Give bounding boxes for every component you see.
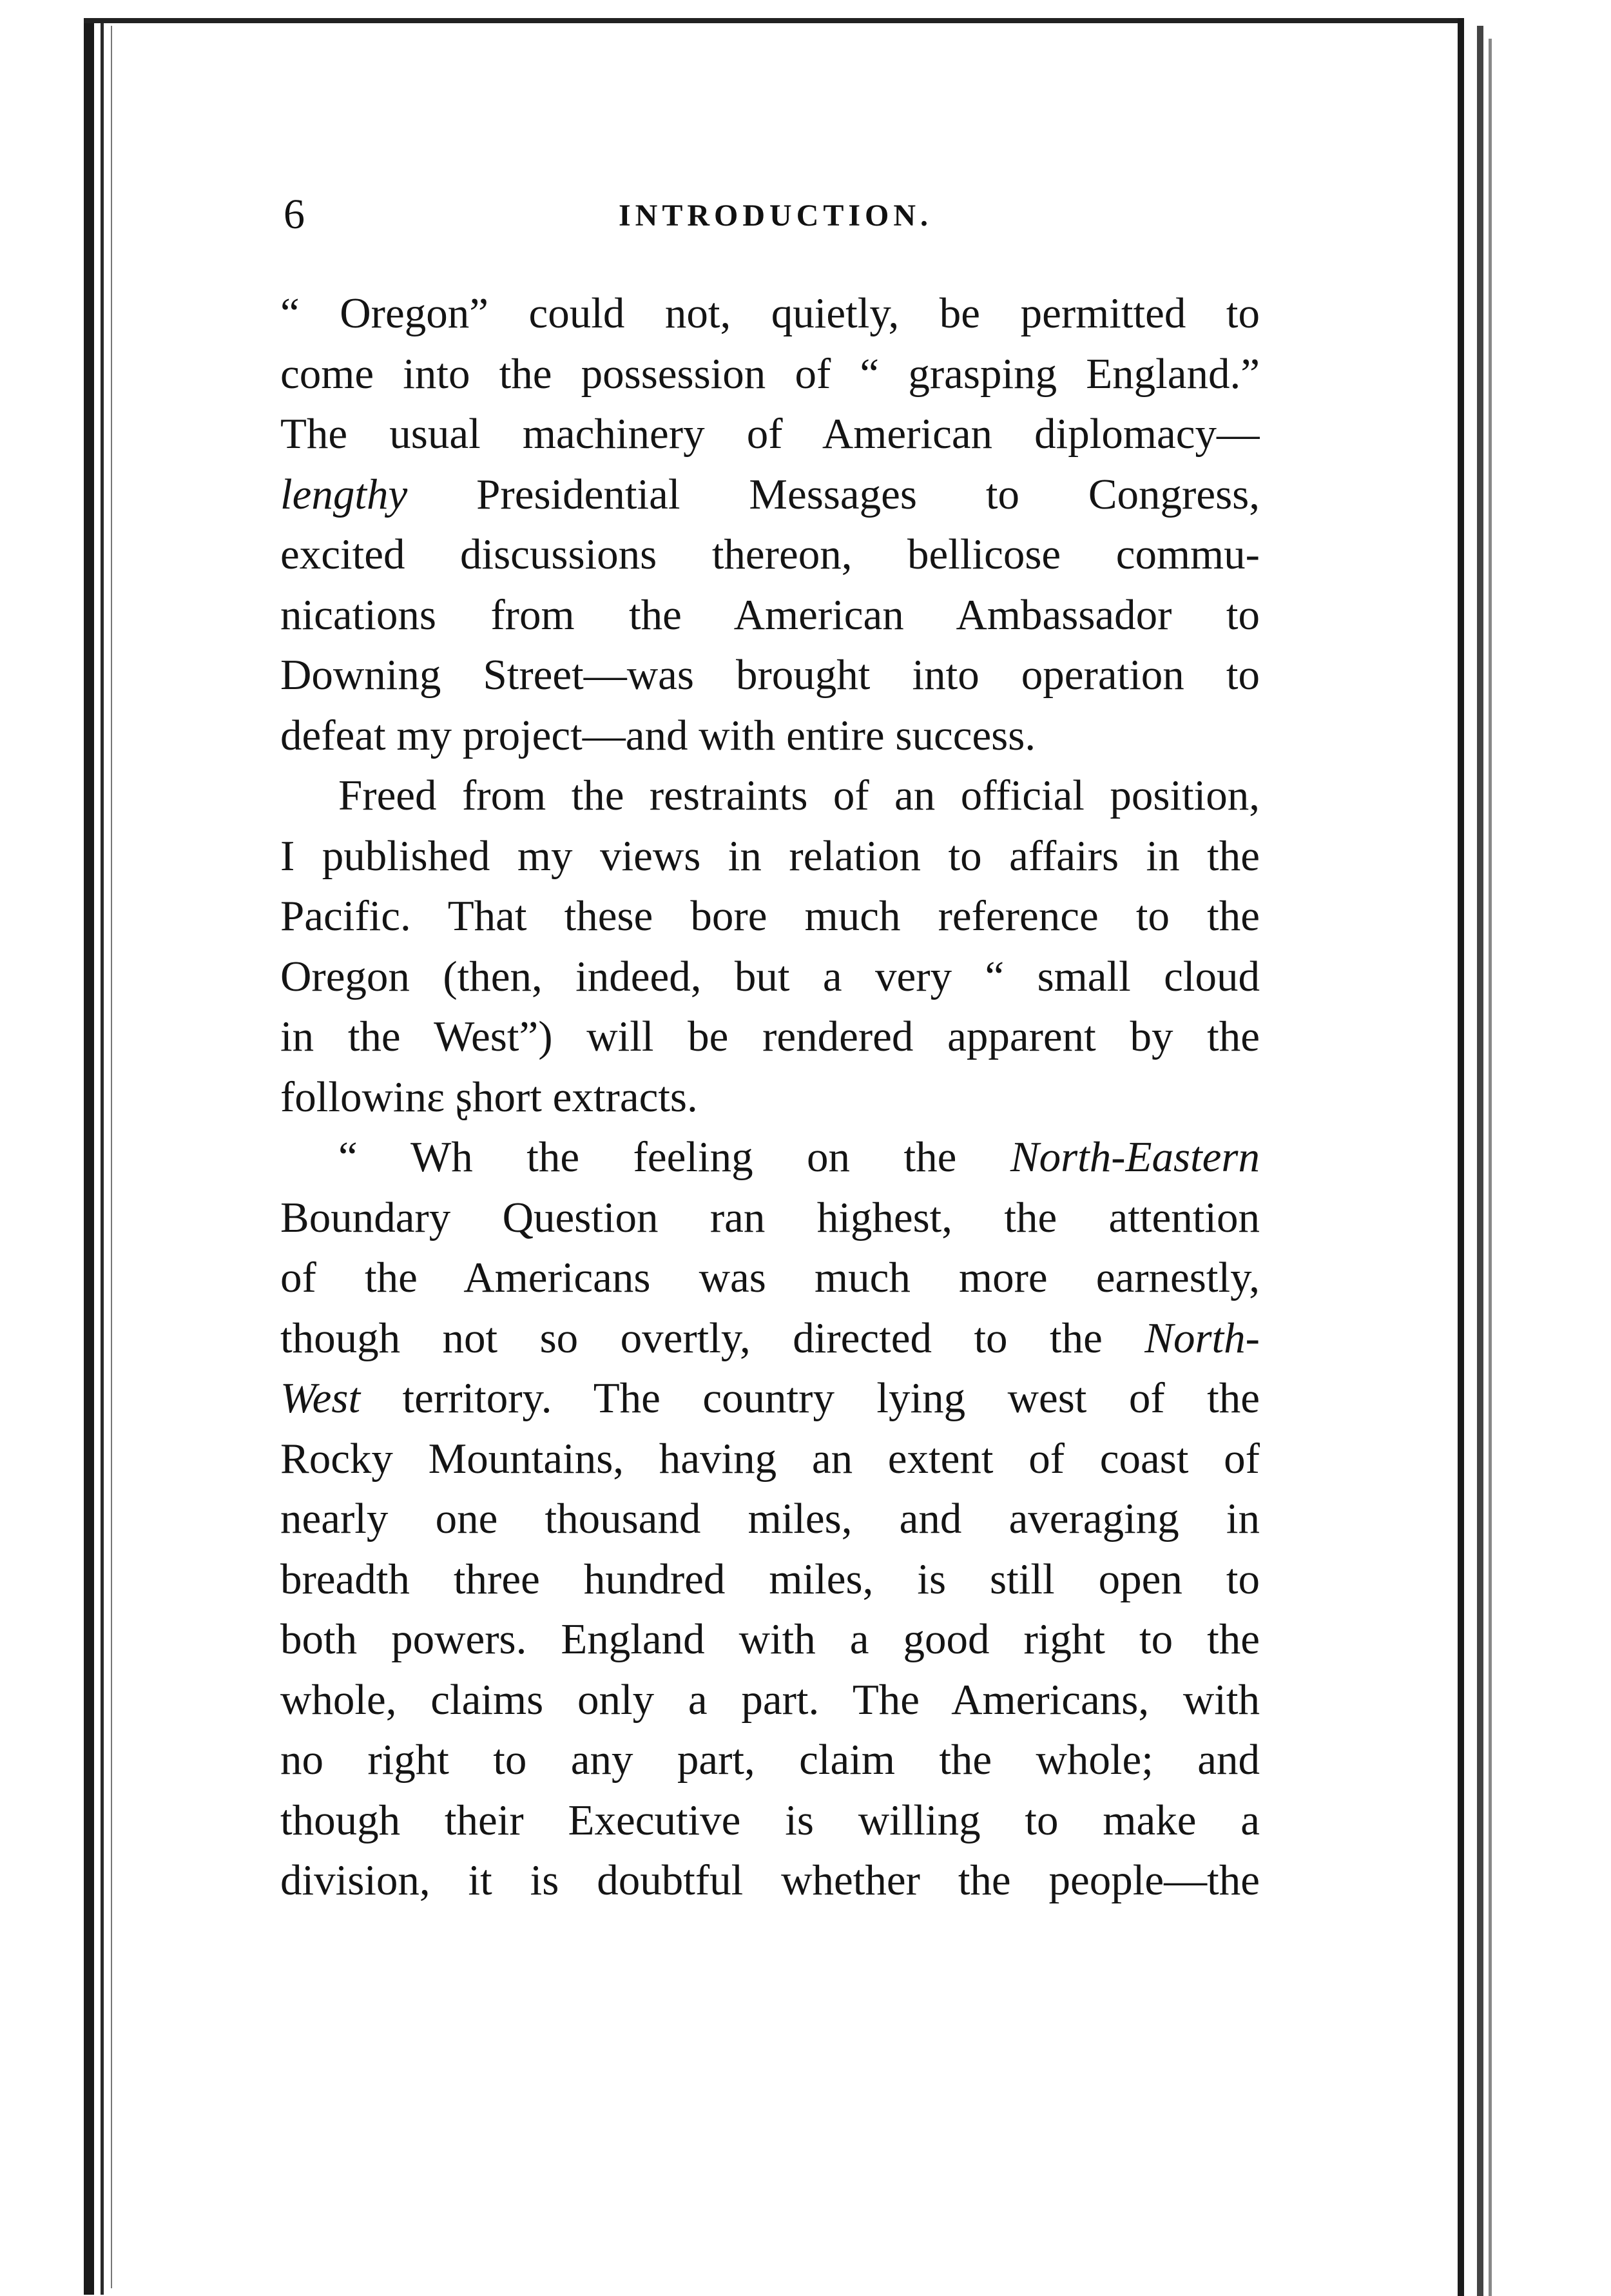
text-line: Rocky Mountains, having an extent of coast of (280, 1434, 1260, 1483)
text-line: Freed from the restraints of an official position, (338, 772, 1260, 819)
italic-word: lengthy (280, 470, 408, 518)
text-line: “ Oregon” could not, quietly, be permitted to (280, 289, 1260, 337)
text-line: Boundary Question ran highest, the attention (280, 1193, 1260, 1241)
text-line: Oregon (then, indeed, but a very “ small cloud (280, 952, 1260, 1000)
text-line: division, it is doubtful whether the people—the (280, 1856, 1260, 1904)
italic-word: North-Eastern (1010, 1133, 1260, 1181)
text-line: Downing Street—was brought into operation to (280, 651, 1260, 699)
text-line: in the West”) will be rendered apparent by the (280, 1013, 1260, 1060)
page-number: 6 (284, 191, 305, 238)
text-line: though their Executive is willing to make a (280, 1796, 1260, 1844)
text-line: West territory. The country lying west of the (280, 1374, 1260, 1422)
italic-word: West (280, 1374, 361, 1422)
text-line: nearly one thousand miles, and averaging in (280, 1495, 1260, 1542)
text-line: of the Americans was much more earnestly, (280, 1254, 1260, 1301)
text-line: though not so overtly, directed to the North- (280, 1314, 1260, 1362)
text-line: Pacific. That these bore much reference to the (280, 892, 1260, 940)
text-line: excited discussions thereon, bellicose commu- (280, 530, 1260, 578)
text-line: defeat my project—and with entire success. (280, 711, 1036, 759)
text-line: no right to any part, claim the whole; and (280, 1736, 1260, 1784)
text-line: nications from the American Ambassador to (280, 590, 1260, 639)
text-line: I published my views in relation to affairs in the (280, 832, 1260, 880)
text-line: come into the possession of “ grasping England.” (280, 349, 1260, 398)
italic-word: North- (1144, 1314, 1260, 1362)
text-line: whole, claims only a part. The Americans, with (280, 1675, 1260, 1724)
text-line: “ Wh the feeling on the North-Eastern (338, 1133, 1260, 1181)
text-line: The usual machinery of American diplomacy— (280, 410, 1260, 458)
text-line: both powers. England with a good right to the (280, 1615, 1260, 1663)
body-text (280, 284, 1260, 1911)
running-title: INTRODUCTION. (619, 199, 933, 233)
running-head (284, 190, 1263, 242)
text-line: followinɛ ʂhort extracts. (280, 1073, 698, 1121)
text-line: lengthy Presidential Messages to Congress, (280, 470, 1260, 518)
text-line: breadth three hundred miles, is still open to (280, 1555, 1260, 1603)
